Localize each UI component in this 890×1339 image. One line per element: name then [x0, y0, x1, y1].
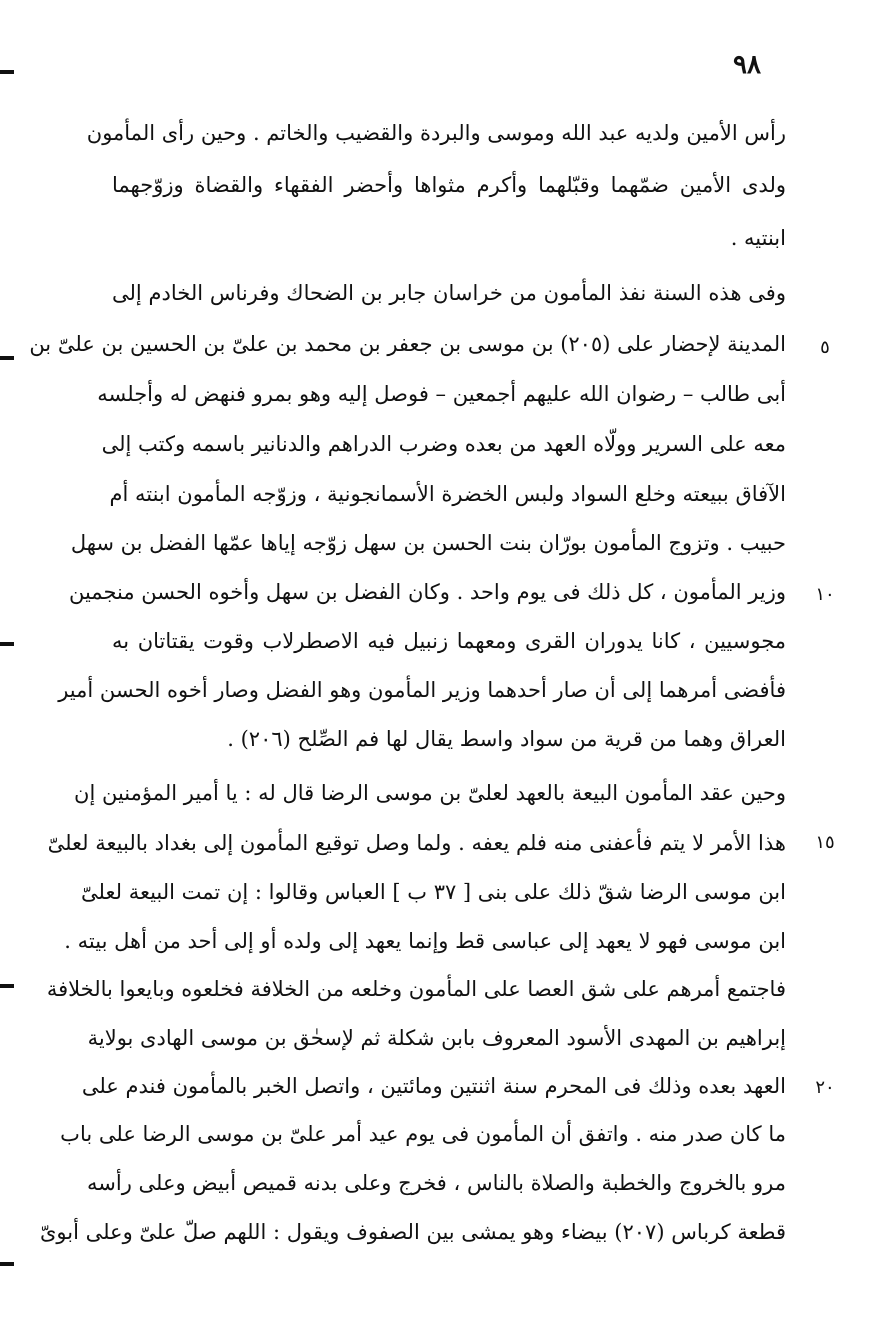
- text-line: ابنتيه .: [730, 226, 786, 250]
- text-line: فاجتمع أمرهم على شق العصا على المأمون وخلعه من الخلافة فخلعوه وبايعوا بالخلافة: [46, 977, 786, 1001]
- line-number: ٢٠: [815, 1077, 835, 1098]
- margin-mark: [0, 642, 14, 646]
- text-line: هذا الأمر لا يتم فأعفنى منه فلم يعفه . ولما وصل توقيع المأمون إلى بغداد بالبيعة لعلىّ: [47, 831, 786, 855]
- text-line: المدينة لإحضار على (٢٠٥) بن موسى بن جعفر بن محمد بن علىّ بن الحسين بن علىّ بن: [29, 332, 786, 356]
- page-number: ٩٨: [733, 50, 761, 80]
- text-line: ولدى الأمين ضمّهما وقبّلهما وأكرم مثواها وأحضر الفقهاء والقضاة وزوّجهما: [112, 173, 786, 197]
- line-number: ١٠: [815, 584, 835, 605]
- text-line: مرو بالخروج والخطبة والصلاة بالناس ، فخرج وعلى بدنه قميص أبيض وعلى رأسه: [87, 1171, 786, 1195]
- text-line: معه على السرير وولّاه العهد من بعده وضرب الدراهم والدنانير باسمه وكتب إلى: [101, 432, 786, 456]
- text-line: الآفاق ببيعته وخلع السواد ولبس الخضرة الأسمانجونية ، وزوّجه المأمون ابنته أم: [109, 482, 786, 506]
- text-line: ما كان صدر منه . واتفق أن المأمون فى يوم عيد أمر علىّ بن موسى الرضا على باب: [60, 1122, 786, 1146]
- text-line: فأفضى أمرهما إلى أن صار أحدهما وزير المأمون وهو الفضل وصار أخوه الحسن أمير: [58, 678, 786, 702]
- margin-mark: [0, 70, 14, 74]
- text-line: العراق وهما من قرية من سواد واسط يقال لها فم الصِّلح (٢٠٦) .: [227, 727, 786, 751]
- text-line: وحين عقد المأمون البيعة بالعهد لعلىّ بن موسى الرضا قال له : يا أمير المؤمنين إن: [74, 781, 786, 805]
- line-number: ٥: [820, 337, 830, 358]
- text-line: أبى طالب – رضوان الله عليهم أجمعين – فوصل إليه وهو بمرو فنهض له وأجلسه: [97, 382, 786, 406]
- margin-mark: [0, 356, 14, 360]
- text-line: وفى هذه السنة نفذ المأمون من خراسان جابر بن الضحاك وفرناس الخادم إلى: [112, 281, 786, 305]
- margin-mark: [0, 1262, 14, 1266]
- text-line: ابن موسى فهو لا يعهد إلى عباسى قط وإنما يعهد إلى ولده أو إلى أحد من أهل بيته .: [64, 929, 786, 953]
- text-line: ابن موسى الرضا شقّ ذلك على بنى [ ٣٧ ب ] العباس وقالوا : إن تمت البيعة لعلىّ: [81, 880, 786, 904]
- text-line: إبراهيم بن المهدى الأسود المعروف بابن شكلة ثم لإسحٰق بن موسى الهادى بولاية: [87, 1026, 786, 1050]
- text-line: وزير المأمون ، كل ذلك فى يوم واحد . وكان الفضل بن سهل وأخوه الحسن منجمين: [68, 580, 786, 604]
- line-number: ١٥: [815, 832, 835, 853]
- text-line: قطعة كرباس (٢٠٧) بيضاء وهو يمشى بين الصفوف ويقول : اللهم صلّ علىّ وعلى أبوىّ: [39, 1220, 786, 1244]
- text-line: العهد بعده وذلك فى المحرم سنة اثنتين ومائتين ، واتصل الخبر بالمأمون فندم على: [81, 1074, 786, 1098]
- margin-mark: [0, 984, 14, 988]
- text-line: مجوسيين ، كانا يدوران القرى ومعهما زنبيل فيه الاصطرلاب وقوت يقتاتان به: [112, 629, 786, 653]
- text-line: حبيب . وتزوج المأمون بورّان بنت الحسن بن سهل زوّجه إياها عمّها الفضل بن سهل: [70, 531, 786, 555]
- text-line: رأس الأمين ولديه عبد الله وموسى والبردة والقضيب والخاتم . وحين رأى المأمون: [86, 121, 786, 145]
